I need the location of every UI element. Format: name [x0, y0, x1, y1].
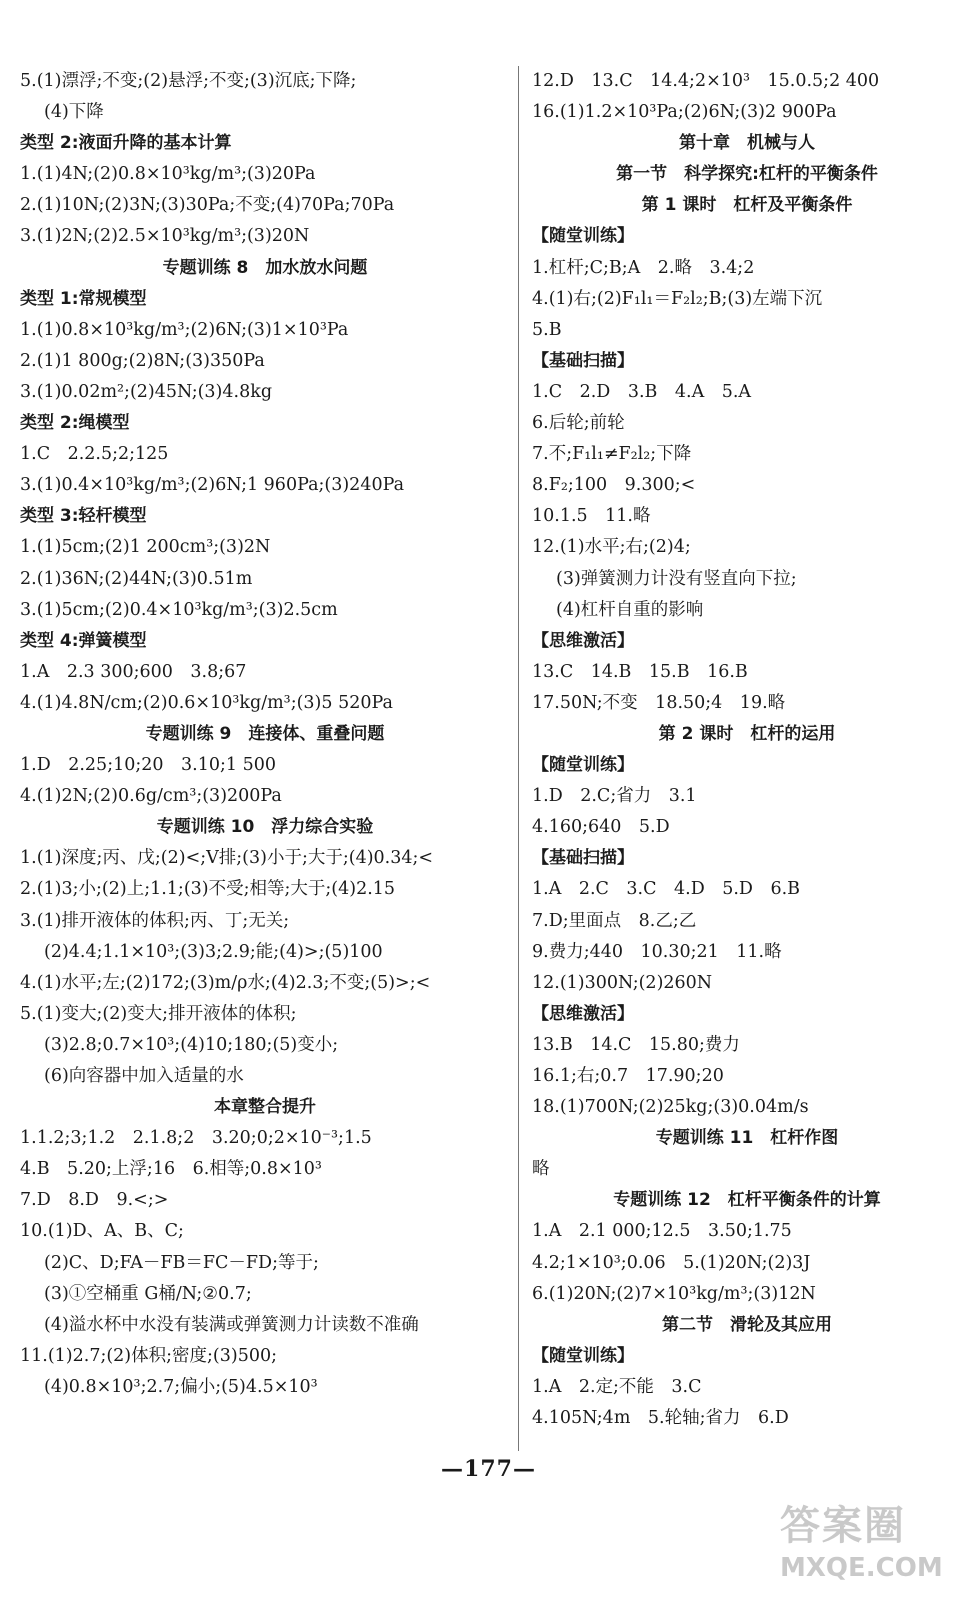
section-heading: 【思维激活】 [532, 630, 634, 651]
chapter-title: 第十章 机械与人 [679, 133, 815, 154]
section-heading: 类型 2:液面升降的基本计算 [20, 133, 232, 154]
answer-line: 3.(1)2N;(2)2.5×10³kg/m³;(3)20N [20, 226, 310, 247]
answer-line: 12.D 13.C 14.4;2×10³ 15.0.5;2 400 [532, 71, 880, 91]
watermark-logo: 答案圈 [780, 1503, 906, 1549]
answer-line: 10.(1)D、A、B、C; [20, 1221, 184, 1242]
answer-line: 2.(1)10N;(2)3N;(3)30Pa;不变;(4)70Pa;70Pa [20, 195, 395, 216]
answer-line: 1.D 2.C;省力 3.1 [532, 786, 697, 807]
answer-line: 13.C 14.B 15.B 16.B [532, 661, 748, 682]
answer-line: 1.(1)深度;丙、戊;(2)<;V排;(3)小于;大于;(4)0.34;< [20, 848, 434, 869]
answer-line: 5.B [532, 319, 562, 340]
section-heading: 【思维激活】 [532, 1003, 634, 1024]
answer-line-continued: (6)向容器中加入适量的水 [44, 1066, 244, 1086]
page-number: —177— [441, 1456, 536, 1482]
answer-line: 1.(1)5cm;(2)1 200cm³;(3)2N [20, 537, 271, 558]
answer-line: 3.(1)5cm;(2)0.4×10³kg/m³;(3)2.5cm [20, 599, 338, 620]
answer-line: 16.1;右;0.7 17.90;20 [532, 1066, 724, 1086]
answer-line-continued: (4)0.8×10³;2.7;偏小;(5)4.5×10³ [44, 1376, 318, 1397]
answer-line: 2.(1)3;小;(2)上;1.1;(3)不受;相等;大于;(4)2.15 [20, 879, 396, 900]
answer-line: 2.(1)1 800g;(2)8N;(3)350Pa [20, 350, 265, 371]
chapter-title: 第 1 课时 杠杆及平衡条件 [641, 195, 853, 216]
answer-line-continued: (3)弹簧测力计没有竖直向下拉; [556, 568, 797, 589]
answer-line: 1.A 2.定;不能 3.C [532, 1376, 702, 1397]
answer-line: 7.D;里面点 8.乙;乙 [532, 910, 697, 931]
answer-line: 5.(1)变大;(2)变大;排开液体的体积; [20, 1003, 297, 1024]
section-heading: 【随堂训练】 [532, 1345, 634, 1366]
answer-line: 1.A 2.3 300;600 3.8;67 [20, 661, 247, 682]
answer-line: 1.A 2.1 000;12.5 3.50;1.75 [532, 1221, 792, 1242]
answer-line: 略 [532, 1159, 550, 1180]
chapter-title: 专题训练 11 杠杆作图 [655, 1128, 839, 1149]
answer-line: 3.(1)排开液体的体积;丙、丁;无关; [20, 910, 290, 931]
section-heading: 类型 4:弹簧模型 [20, 630, 147, 651]
answer-line-continued: (2)C、D;FA－FB＝FC－FD;等于; [44, 1252, 319, 1273]
answer-line: 1.C 2.D 3.B 4.A 5.A [532, 381, 752, 402]
answer-line: 18.(1)700N;(2)25kg;(3)0.04m/s [532, 1097, 809, 1118]
answer-line: 11.(1)2.7;(2)体积;密度;(3)500; [20, 1345, 278, 1366]
answer-line-continued: (4)溢水杯中水没有装满或弹簧测力计读数不准确 [44, 1314, 419, 1335]
answer-line: 13.B 14.C 15.80;费力 [532, 1034, 740, 1055]
answer-line: 4.105N;4m 5.轮轴;省力 6.D [532, 1408, 789, 1429]
answer-line: 6.(1)20N;(2)7×10³kg/m³;(3)12N [532, 1283, 816, 1304]
answer-line-continued: (3)①空桶重 G桶/N;②0.7; [44, 1283, 252, 1304]
answer-line: 1.D 2.25;10;20 3.10;1 500 [20, 755, 276, 776]
section-heading: 类型 1:常规模型 [20, 288, 147, 309]
answer-line: 8.F₂;100 9.300;< [532, 475, 696, 496]
chapter-title: 第二节 滑轮及其应用 [662, 1314, 832, 1335]
answer-line-continued: (3)2.8;0.7×10³;(4)10;180;(5)变小; [44, 1034, 339, 1055]
answer-line: 3.(1)0.02m²;(2)45N;(3)4.8kg [20, 381, 273, 402]
section-heading: 类型 3:轻杆模型 [20, 506, 147, 527]
answer-line: 1.(1)0.8×10³kg/m³;(2)6N;(3)1×10³Pa [20, 319, 349, 340]
chapter-title: 专题训练 8 加水放水问题 [162, 257, 368, 278]
answer-line: 5.(1)漂浮;不变;(2)悬浮;不变;(3)沉底;下降; [20, 71, 357, 91]
answer-line: 4.(1)2N;(2)0.6g/cm³;(3)200Pa [20, 786, 282, 807]
section-heading: 类型 2:绳模型 [20, 413, 130, 434]
section-heading: 【随堂训练】 [532, 226, 634, 247]
answer-line: 1.A 2.C 3.C 4.D 5.D 6.B [532, 879, 801, 900]
chapter-title: 专题训练 12 杠杆平衡条件的计算 [613, 1190, 881, 1211]
answer-line: 1.杠杆;C;B;A 2.略 3.4;2 [532, 257, 755, 278]
watermark-url: MXQE.COM [780, 1553, 943, 1583]
answer-line: 9.费力;440 10.30;21 11.略 [532, 941, 782, 962]
answer-line: 12.(1)300N;(2)260N [532, 972, 713, 993]
answer-column-right [532, 66, 962, 1434]
answer-line: 6.后轮;前轮 [532, 413, 625, 434]
chapter-title: 第 2 课时 杠杆的运用 [658, 723, 836, 744]
answer-line-continued: (2)4.4;1.1×10³;(3)3;2.9;能;(4)>;(5)100 [44, 941, 383, 962]
answer-line: 3.(1)0.4×10³kg/m³;(2)6N;1 960Pa;(3)240Pa [20, 475, 405, 496]
watermark [780, 1500, 970, 1595]
chapter-title: 专题训练 9 连接体、重叠问题 [145, 723, 385, 744]
section-heading: 【基础扫描】 [532, 350, 634, 371]
answer-line: 4.(1)水平;左;(2)172;(3)m/ρ水;(4)2.3;不变;(5)>;< [20, 972, 431, 993]
answer-line: 1.1.2;3;1.2 2.1.8;2 3.20;0;2×10⁻³;1.5 [20, 1128, 372, 1149]
section-heading: 【基础扫描】 [532, 848, 634, 869]
answer-line: 17.50N;不变 18.50;4 19.略 [532, 692, 786, 713]
answer-line: 12.(1)水平;右;(2)4; [532, 537, 691, 558]
answer-line: 4.(1)右;(2)F₁l₁＝F₂l₂;B;(3)左端下沉 [532, 288, 823, 309]
answer-line: 16.(1)1.2×10³Pa;(2)6N;(3)2 900Pa [532, 102, 837, 123]
answer-line-continued: (4)杠杆自重的影响 [556, 599, 704, 620]
answer-line: 4.2;1×10³;0.06 5.(1)20N;(2)3J [532, 1252, 811, 1273]
answer-line: 1.C 2.2.5;2;125 [20, 444, 169, 465]
answer-line: 2.(1)36N;(2)44N;(3)0.51m [20, 568, 253, 589]
column-divider [518, 66, 519, 1451]
answer-line: 7.D 8.D 9.<;> [20, 1190, 169, 1211]
answer-column-left [20, 66, 510, 1403]
answer-line: 4.160;640 5.D [532, 817, 670, 838]
chapter-title: 专题训练 10 浮力综合实验 [156, 817, 374, 838]
answer-line-continued: (4)下降 [44, 102, 104, 123]
chapter-title: 第一节 科学探究:杠杆的平衡条件 [616, 164, 878, 185]
answer-line: 7.不;F₁l₁≠F₂l₂;下降 [532, 444, 692, 465]
section-heading: 【随堂训练】 [532, 755, 634, 776]
answer-line: 4.(1)4.8N/cm;(2)0.6×10³kg/m³;(3)5 520Pa [20, 692, 393, 713]
chapter-title: 本章整合提升 [214, 1097, 316, 1118]
answer-line: 10.1.5 11.略 [532, 506, 651, 527]
answer-line: 1.(1)4N;(2)0.8×10³kg/m³;(3)20Pa [20, 164, 316, 185]
answer-line: 4.B 5.20;上浮;16 6.相等;0.8×10³ [20, 1159, 322, 1180]
